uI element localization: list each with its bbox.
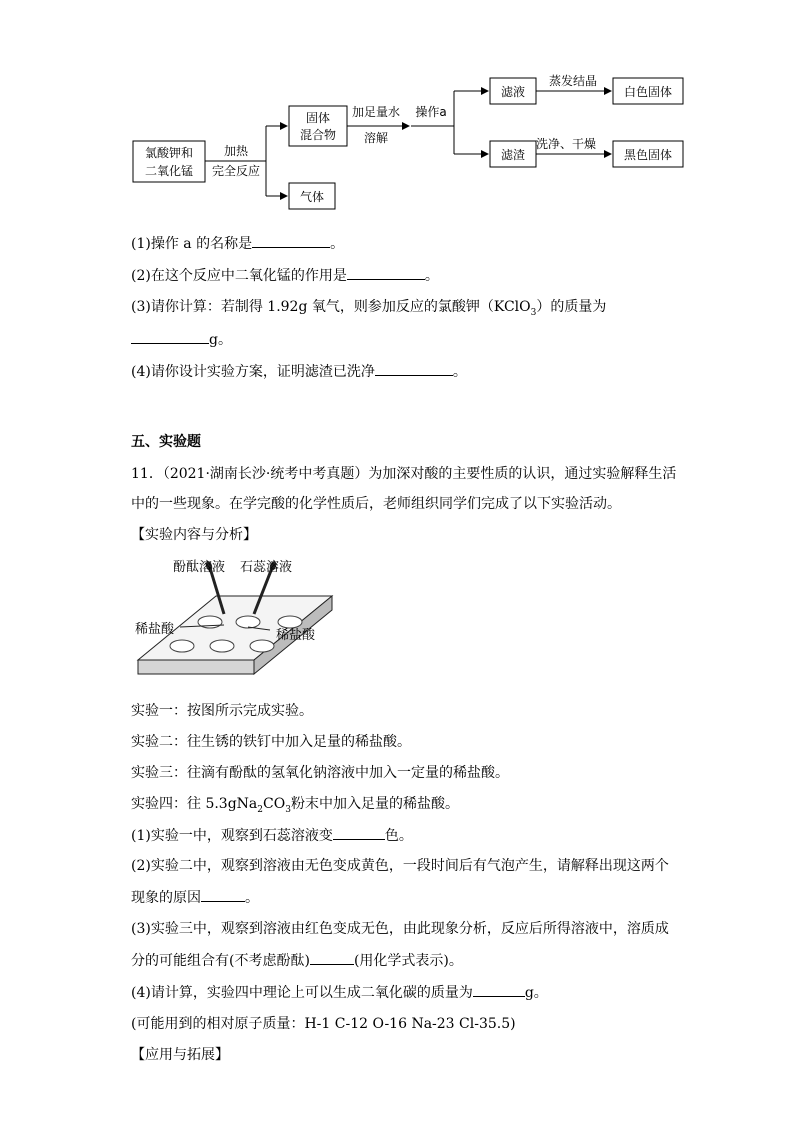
experiment-3: 实验三：往滴有酚酞的氢氧化钠溶液中加入一定量的稀盐酸。 — [131, 765, 509, 781]
q10-part2: (2)在这个反应中二氧化锰的作用是 。 — [131, 265, 439, 286]
white-solid-label: 白色固体 — [623, 85, 673, 99]
answer-blank[interactable] — [333, 825, 385, 840]
answer-blank[interactable] — [201, 887, 245, 902]
solid-box-line1: 固体 — [305, 111, 331, 125]
answer-3-line1: (3)实验三中，观察到溶液由红色变成无色，由此现象分析，反应后所得溶液中，溶质成 — [131, 921, 669, 937]
answer-blank[interactable] — [252, 233, 330, 248]
q10-part1: (1)操作 a 的名称是 。 — [131, 233, 344, 254]
label-hcl-left: 稀盐酸 — [135, 622, 175, 637]
start-box-line1: 氯酸钾和 — [144, 146, 194, 160]
operation-a-label: 操作a — [415, 105, 447, 119]
answer-1: (1)实验一中，观察到石蕊溶液变 色。 — [131, 825, 413, 846]
answer-2-line1: (2)实验二中，观察到溶液由无色变成黄色，一段时间后有气泡产生，请解释出现这两个 — [131, 858, 669, 874]
gas-box-label: 气体 — [299, 190, 325, 204]
heat-label: 加热 — [223, 144, 249, 158]
q10-part3-line2: g。 — [131, 329, 232, 350]
experiment-4: 实验四：往 $5.3gNa_2CO_3$粉末中加入足量的稀盐酸。 — [131, 796, 459, 815]
answer-blank[interactable] — [131, 329, 209, 344]
experiment-1: 实验一：按图所示完成实验。 — [131, 703, 313, 719]
solid-box-line2: 混合物 — [299, 128, 337, 142]
answer-2-line2: 现象的原因 。 — [131, 887, 259, 908]
process-flowchart — [0, 0, 794, 225]
answer-4: (4)请计算，实验四中理论上可以生成二氧化碳的质量为 g。 — [131, 982, 548, 1003]
answer-3-line2: 分的可能组合有(不考虑酚酞) (用化学式表示)。 — [131, 950, 463, 971]
label-phenolphthalein: 酚酞溶液 — [173, 560, 226, 575]
experiment-2: 实验二：往生锈的铁钉中加入足量的稀盐酸。 — [131, 734, 411, 750]
answer-blank[interactable] — [375, 361, 453, 376]
content-heading: 【实验内容与分析】 — [131, 527, 257, 543]
atomic-masses: (可能用到的相对原子质量：H-1 C-12 O-16 Na-23 Cl-35.5) — [131, 1016, 516, 1032]
filtrate-box-label: 滤液 — [500, 85, 526, 99]
label-hcl-right: 稀盐酸 — [276, 628, 316, 643]
residue-box-label: 滤渣 — [500, 148, 526, 162]
q11-line1: 11．（2021·湖南长沙·统考中考真题）为加深对酸的主要性质的认识，通过实验解释生活 — [131, 466, 677, 482]
wash-label: 洗净、干燥 — [535, 137, 597, 151]
black-solid-label: 黑色固体 — [623, 148, 673, 162]
answer-blank[interactable] — [347, 265, 425, 280]
start-box-line2: 二氧化锰 — [144, 164, 194, 178]
q10-part3-line1: (3)请你计算：若制得 1.92g 氧气，则参加反应的氯酸钾（KClO$_3$）的质量为 — [131, 299, 607, 318]
add-water-label: 加足量水 — [351, 105, 401, 119]
label-litmus: 石蕊溶液 — [240, 560, 293, 575]
application-heading: 【应用与拓展】 — [131, 1047, 229, 1063]
react-label: 完全反应 — [211, 164, 261, 178]
dissolve-label: 溶解 — [363, 131, 389, 145]
q11-line2: 中的一些现象。在学完酸的化学性质后，老师组织同学们完成了以下实验活动。 — [131, 496, 621, 512]
evaporate-label: 蒸发结晶 — [548, 74, 598, 88]
answer-blank[interactable] — [473, 982, 525, 997]
q10-part4: (4)请你设计实验方案，证明滤渣已洗净 。 — [131, 361, 467, 382]
answer-blank[interactable] — [310, 950, 354, 965]
section-title: 五、实验题 — [131, 434, 201, 450]
